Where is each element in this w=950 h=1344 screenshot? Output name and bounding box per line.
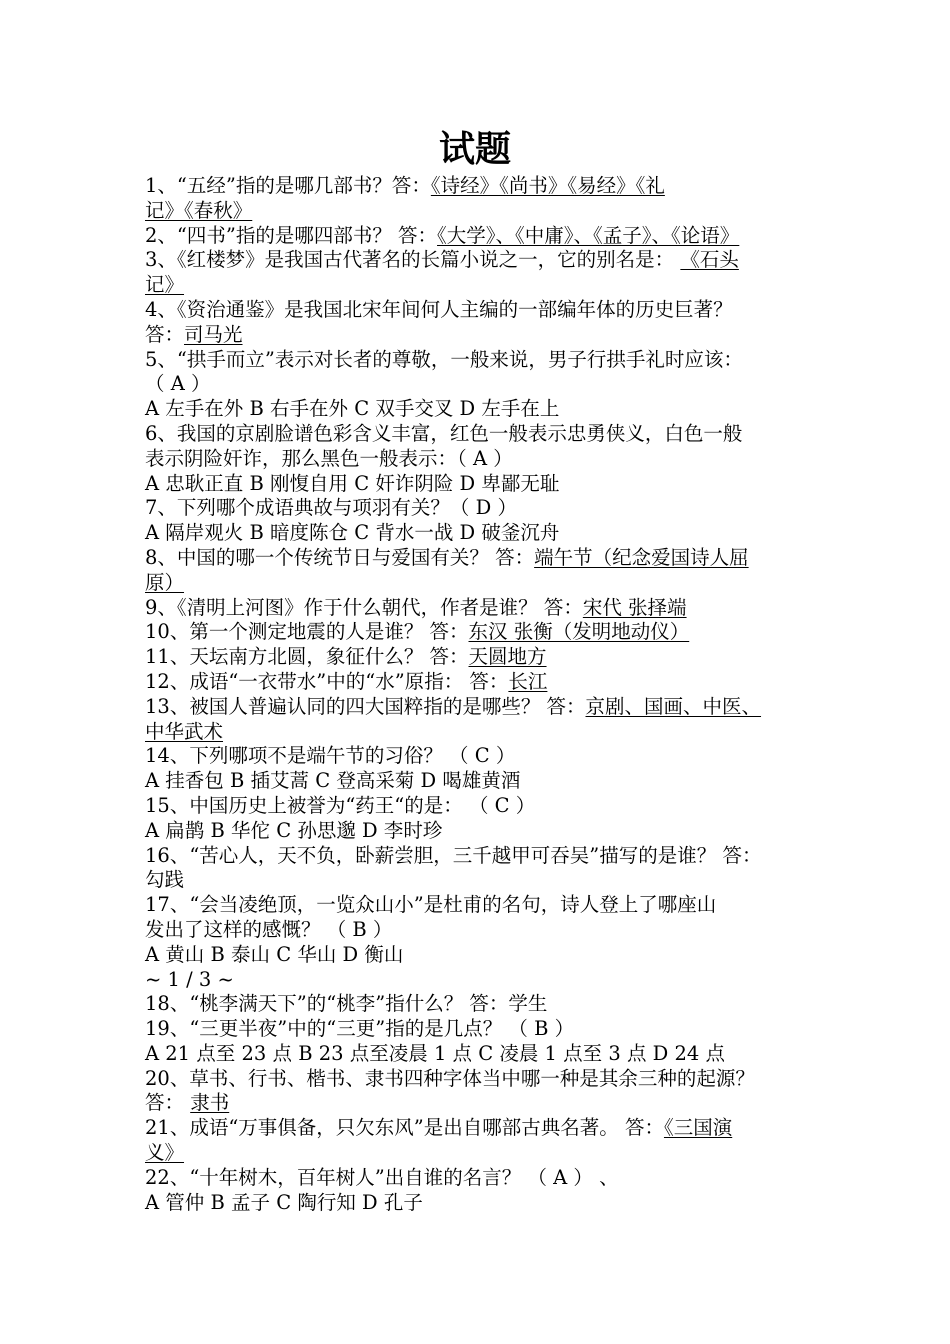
answer-text: 天圆地方 [468, 645, 547, 669]
answer-text: 记》《春秋》 [145, 198, 253, 222]
text-line [145, 992, 817, 1017]
text-line [145, 546, 817, 571]
question-text: A 管仲 B 孟子 C 陶行知 D 孔子 [145, 1190, 423, 1214]
text-line [145, 1116, 817, 1141]
text-line [145, 521, 817, 546]
answer-text: 东汉 张衡（发明地动仪） [468, 620, 690, 644]
question-text: 答： [145, 322, 185, 346]
text-line [145, 670, 817, 695]
text-line [145, 447, 817, 472]
question-text: A 扁鹊 B 华佗 C 孙思邈 D 李时珍 [145, 818, 443, 842]
text-line [145, 794, 817, 819]
question-text: 10、第一个测定地震的人是谁？ 答： [145, 620, 469, 644]
text-line [145, 1091, 817, 1116]
question-text: 6、我国的京剧脸谱色彩含义丰富，红色一般表示忠勇侠义，白色一般 [145, 421, 743, 445]
text-line [145, 943, 817, 968]
text-line [145, 720, 817, 745]
answer-text: 原） [145, 570, 185, 594]
answer-text: 《三国演 [663, 1116, 733, 1140]
question-text: A 挂香包 B 插艾蒿 C 登高采菊 D 喝雄黄酒 [145, 769, 521, 793]
answer-text: 《大学》、《中庸》、《孟子》、《论语》 [437, 223, 740, 247]
text-line [145, 918, 817, 943]
answer-text: 中华武术 [145, 719, 224, 743]
text-line [145, 273, 817, 298]
text-line [145, 1067, 817, 1092]
question-text: 发出了这样的感慨？ （ B ） [145, 917, 393, 941]
text-line [145, 844, 817, 869]
page-title: 试题 [438, 129, 511, 170]
question-text: （ A ） [145, 372, 211, 396]
text-line [145, 174, 817, 199]
answer-text: 《石头 [680, 248, 739, 272]
question-text: 3、《红楼梦》是我国古代著名的长篇小说之一，它的别名是： [145, 248, 681, 272]
text-line [145, 620, 817, 645]
text-line [145, 1191, 817, 1216]
question-text: 4、《资治通鉴》是我国北宋年间何人主编的一部编年体的历史巨著？ [145, 297, 733, 321]
question-text: 12、成语“一衣带水”中的“水”原指： 答： [145, 669, 509, 693]
text-line [145, 1141, 817, 1166]
answer-text: 记》 [145, 273, 185, 297]
text-line [145, 571, 817, 596]
question-text: A 21 点至 23 点 B 23 点至凌晨 1 点 C 凌晨 1 点至 3 点 D 24 点 [145, 1041, 726, 1065]
text-line [145, 397, 817, 422]
text-line [145, 298, 817, 323]
question-text: 答： [145, 1091, 191, 1115]
question-text: A 隔岸观火 B 暗度陈仓 C 背水一战 D 破釜沉舟 [145, 521, 560, 545]
text-line [145, 819, 817, 844]
text-line [145, 348, 817, 373]
question-list [145, 174, 817, 1215]
text-line [145, 769, 817, 794]
question-text: 11、天坛南方北圆，象征什么？ 答： [145, 645, 469, 669]
answer-text: 司马光 [184, 322, 243, 346]
text-line [145, 1017, 817, 1042]
text-line [145, 496, 817, 521]
answer-text: 长江 [508, 669, 548, 693]
question-text: 表示阴险奸诈，那么黑色一般表示：（ A ） [145, 446, 513, 470]
question-text: 2、“四书”指的是哪四部书？ 答： [145, 223, 438, 247]
question-text: 勾践 [145, 868, 185, 892]
question-text: A 黄山 B 泰山 C 华山 D 衡山 [145, 942, 404, 966]
question-text: A 左手在外 B 右手在外 C 双手交叉 D 左手在上 [145, 397, 560, 421]
text-line [145, 868, 817, 893]
text-line [145, 199, 817, 224]
answer-text: 端午节（纪念爱国诗人屈 [534, 545, 749, 569]
text-line [145, 372, 817, 397]
question-text: 19、“三更半夜”中的“三更”指的是几点？ （ B ） [145, 1017, 575, 1041]
text-line [145, 695, 817, 720]
question-text: 18、“桃李满天下”的“桃李”指什么？ 答：学生 [145, 992, 548, 1016]
question-text: 9、《清明上河图》作于什么朝代，作者是谁？ 答： [145, 595, 583, 619]
question-text: ~ 1 / 3 ~ [145, 967, 234, 991]
question-text: 15、中国历史上被誉为“药王“的是： （ C ） [145, 793, 536, 817]
question-text: 1、“五经”指的是哪几部书？答： [145, 174, 431, 197]
question-text: 20、草书、行书、楷书、隶书四种字体当中哪一种是其余三种的起源？ [145, 1066, 755, 1090]
question-text: 14、下列哪项不是端午节的习俗？ （ C ） [145, 744, 516, 768]
text-line [145, 744, 817, 769]
text-line [145, 224, 817, 249]
text-line [145, 968, 817, 993]
text-line [145, 248, 817, 273]
question-text: 7、下列哪个成语典故与项羽有关？（ D ） [145, 496, 517, 520]
text-line [145, 645, 817, 670]
question-text: 8、中国的哪一个传统节日与爱国有关？ 答： [145, 545, 535, 569]
question-text: 16、“苦心人，天不负，卧薪尝胆，三千越甲可吞吴”描写的是谁？ 答： [145, 843, 762, 867]
question-text: A 忠耿正直 B 刚愎自用 C 奸诈阴险 D 卑鄙无耻 [145, 471, 560, 495]
text-line [145, 1166, 817, 1191]
question-text: 5、“拱手而立”表示对长者的尊敬，一般来说，男子行拱手礼时应该： [145, 347, 743, 371]
text-line [145, 893, 817, 918]
question-text: 22、“十年树木，百年树人”出自谁的名言？ （ A ） 、 [145, 1165, 619, 1189]
answer-text: 宋代 张择端 [582, 595, 687, 619]
question-text: 21、成语“万事俱备，只欠东风”是出自哪部古典名著。 答： [145, 1116, 664, 1140]
text-line [145, 472, 817, 497]
answer-text: 京剧、国画、中医、 [585, 694, 762, 718]
text-line [145, 323, 817, 348]
text-line [145, 1042, 817, 1067]
answer-text: 隶书 [190, 1091, 230, 1115]
text-line [145, 422, 817, 447]
question-text: 13、被国人普遍认同的四大国粹指的是哪些？ 答： [145, 694, 586, 718]
text-line [145, 596, 817, 621]
question-text: 17、“会当凌绝顶，一览众山小”是杜甫的名句，诗人登上了哪座山 [145, 893, 717, 917]
answer-text: 义》 [145, 1141, 185, 1165]
answer-text: 《诗经》《尚书》《易经》《礼 [430, 174, 665, 197]
